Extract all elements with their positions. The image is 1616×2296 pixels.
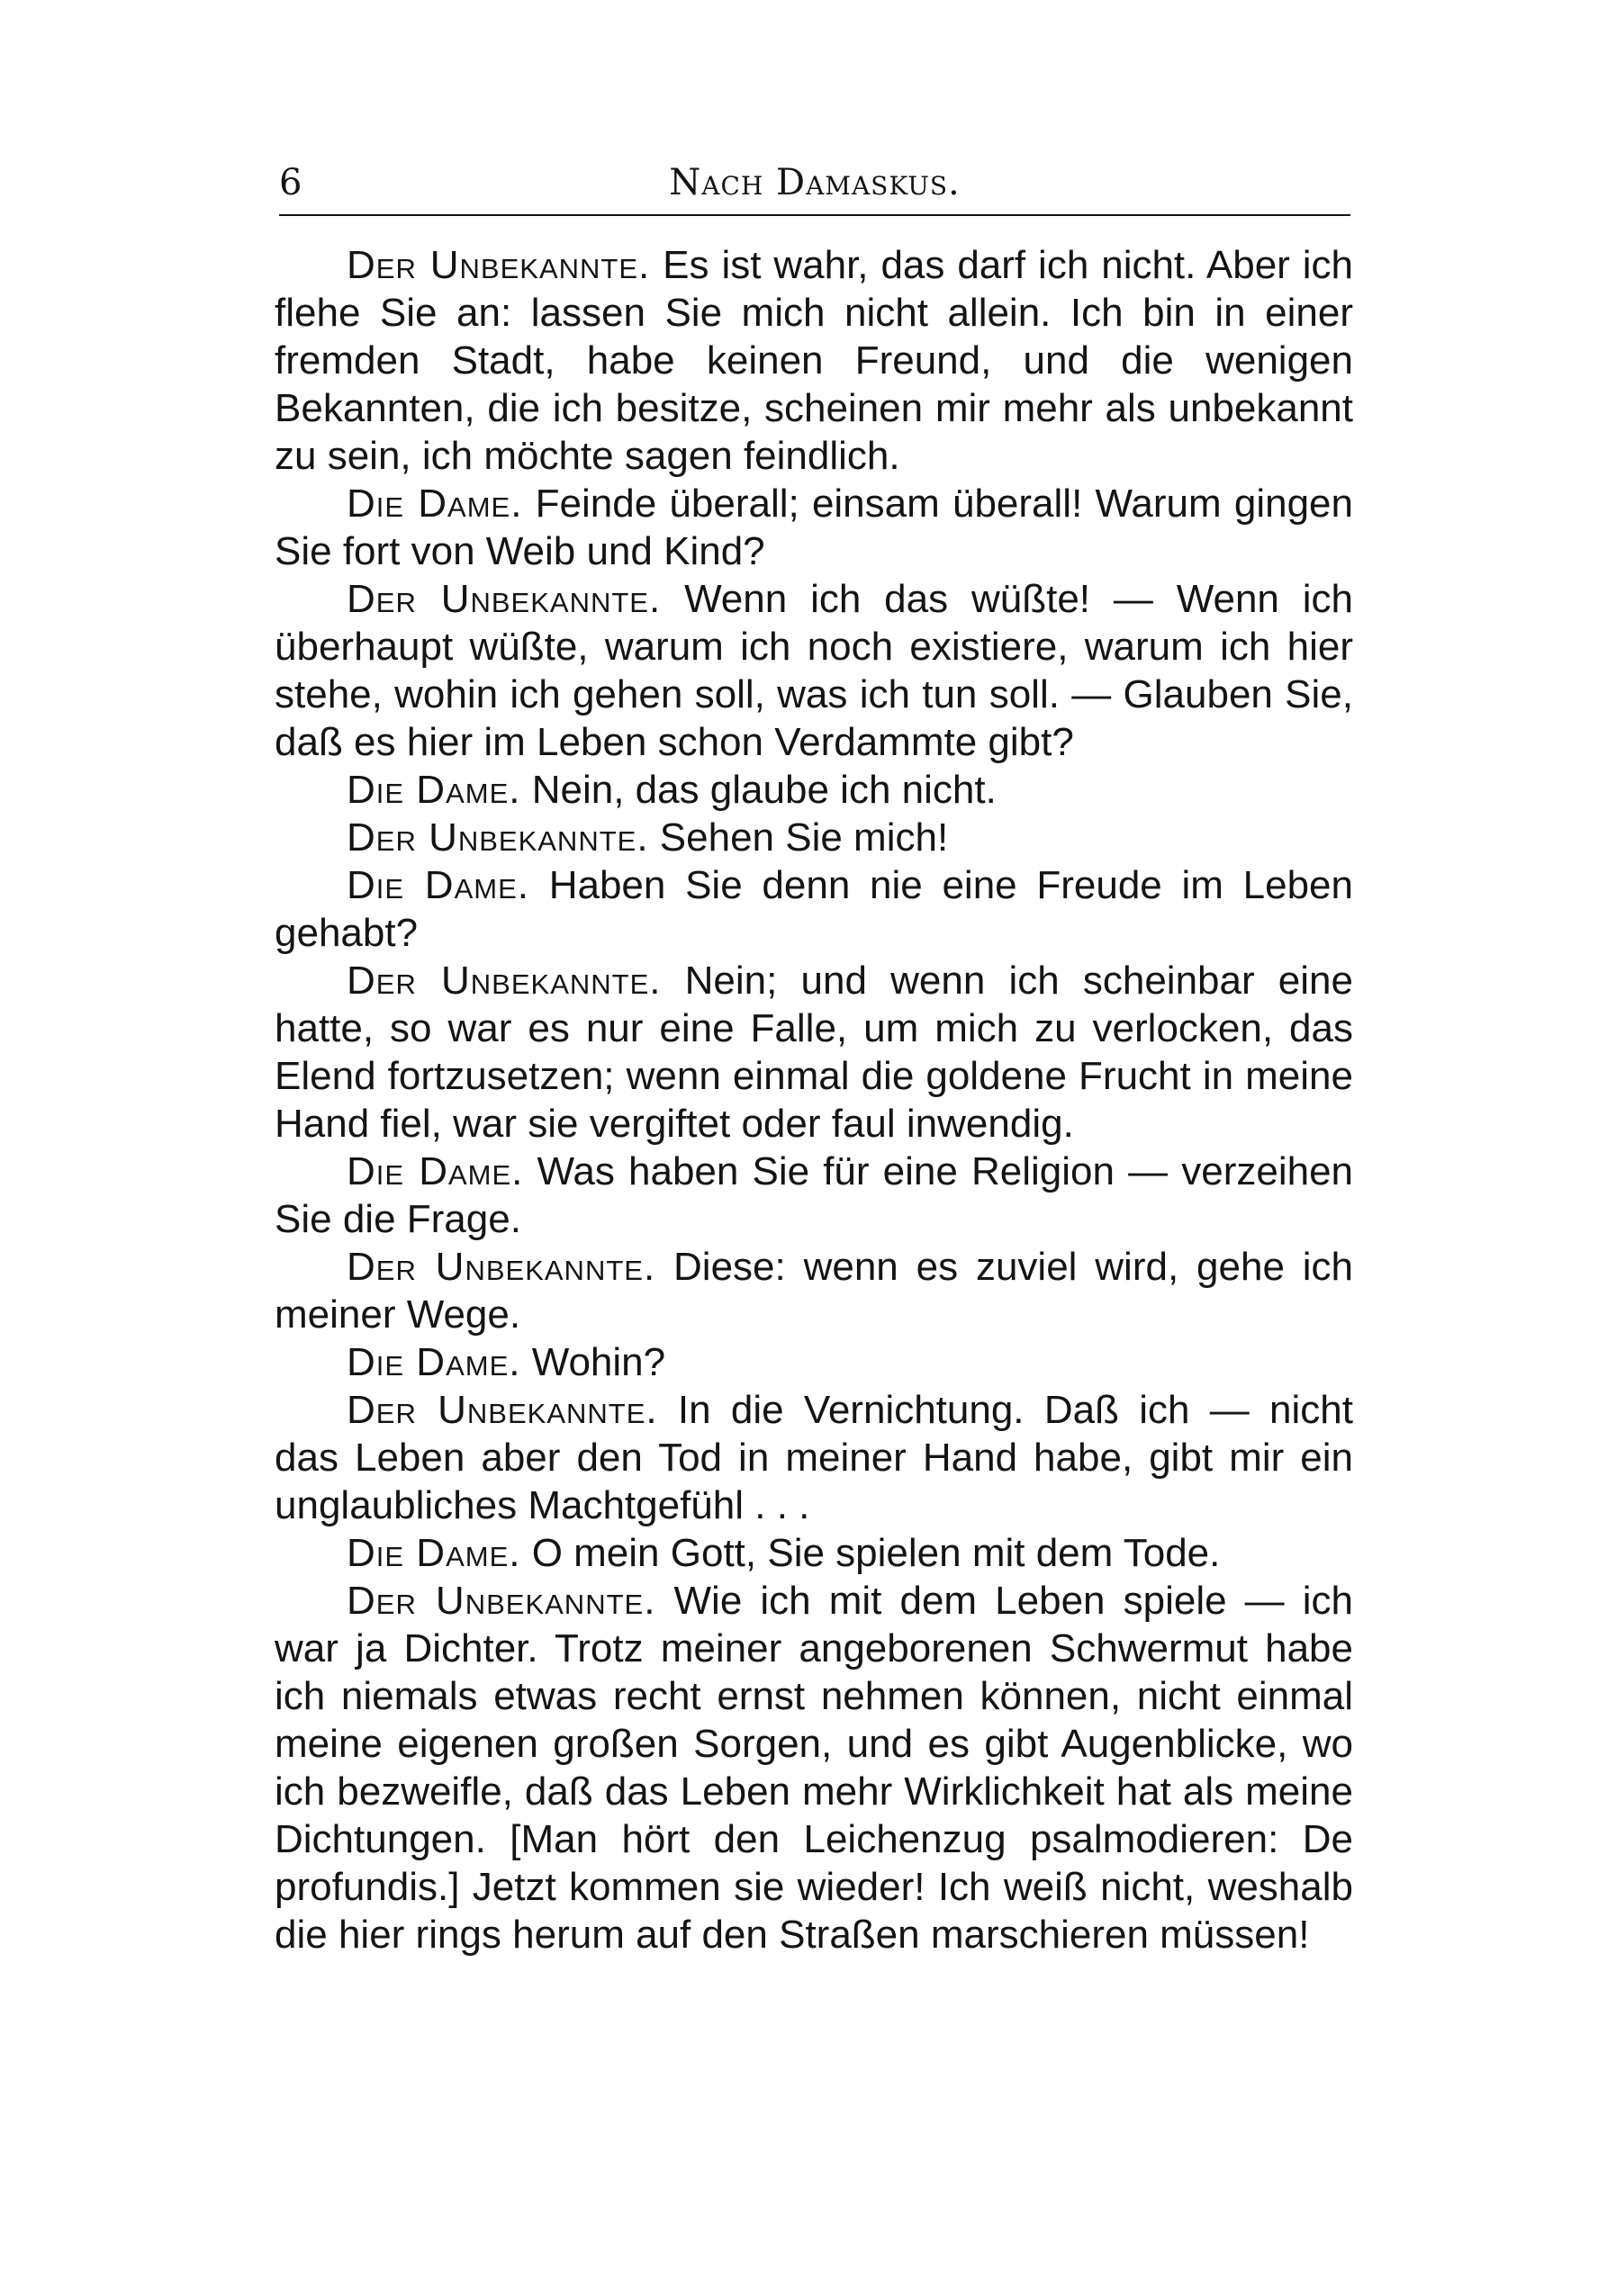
speaker-name: Der Unbekannte. bbox=[347, 577, 662, 621]
speaker-name: Der Unbekannte. bbox=[347, 1388, 658, 1432]
speech-text: In die Vernichtung. Daß ich — nicht das Leben aber den Tod in meiner Hand habe, gibt mir ein unglaubliches Machtgefühl . . . bbox=[275, 1388, 1353, 1527]
dialogue-paragraph bbox=[275, 957, 1353, 1148]
page-header bbox=[279, 160, 1350, 205]
speech-text: Wenn ich das wüßte! — Wenn ich überhaupt wüßte, warum ich noch existiere, warum ich hier stehe, wohin ich gehen soll, was ich tun soll. — Glauben Sie, daß es hier im Leben schon Verdammte gibt? bbox=[275, 577, 1353, 764]
page-number: 6 bbox=[279, 162, 302, 203]
speech-text: Feinde überall; einsam überall! Warum gingen Sie fort von Weib und Kind? bbox=[275, 482, 1353, 573]
speech-text: Nein; und wenn ich scheinbar eine hatte, so war es nur eine Falle, um mich zu verlocken, das Elend fortzusetzen; wenn einmal die goldene Frucht in meine Hand fiel, war sie vergiftet oder faul inwendig. bbox=[275, 959, 1353, 1146]
speech-text: O mein Gott, Sie spielen mit dem Tode. bbox=[531, 1531, 1221, 1575]
speaker-name: Die Dame. bbox=[347, 1149, 524, 1193]
speaker-name: Der Unbekannte. bbox=[347, 815, 649, 860]
speech-text: Sehen Sie mich! bbox=[659, 815, 949, 860]
speaker-name: Die Dame. bbox=[347, 482, 523, 526]
dialogue-paragraph bbox=[275, 1577, 1353, 1958]
speaker-name: Der Unbekannte. bbox=[347, 1579, 656, 1623]
speech-text: Was haben Sie für eine Religion — verzeihen Sie die Frage. bbox=[275, 1149, 1354, 1241]
speech-text: Es ist wahr, das darf ich nicht. Aber ich flehe Sie an: lassen Sie mich nicht allein. Ich bin in einer fremden Stadt, habe keinen Freund, und die wenigen Bekannten, die ich besitze, scheinen mir mehr als unbekannt zu sein, ich möchte sagen feindlich. bbox=[275, 243, 1353, 478]
dialogue-paragraph bbox=[275, 1148, 1353, 1243]
dialogue-paragraph bbox=[275, 480, 1353, 575]
speaker-name: Die Dame. bbox=[347, 863, 529, 907]
speaker-name: Die Dame. bbox=[347, 1340, 521, 1384]
dialogue-paragraph bbox=[275, 1386, 1353, 1529]
speaker-name: Der Unbekannte. bbox=[347, 243, 651, 287]
speaker-name: Die Dame. bbox=[347, 1531, 521, 1575]
speech-text: Nein, das glaube ich nicht. bbox=[531, 768, 997, 812]
header-rule bbox=[279, 214, 1350, 216]
running-title: Nach Damaskus. bbox=[669, 162, 961, 203]
dialogue-paragraph bbox=[275, 1529, 1353, 1577]
speech-text: Diese: wenn es zuviel wird, gehe ich meiner Wege. bbox=[275, 1245, 1353, 1337]
dialogue-paragraph bbox=[275, 766, 1353, 814]
dialogue-paragraph bbox=[275, 1338, 1353, 1386]
speaker-name: Der Unbekannte. bbox=[347, 959, 662, 1003]
dialogue-text bbox=[275, 241, 1353, 1958]
speech-text: Wohin? bbox=[531, 1340, 666, 1384]
dialogue-paragraph bbox=[275, 814, 1353, 861]
dialogue-paragraph bbox=[275, 241, 1353, 480]
dialogue-paragraph bbox=[275, 575, 1353, 766]
speech-text: Haben Sie denn nie eine Freude im Leben gehabt? bbox=[275, 863, 1353, 955]
speaker-name: Der Unbekannte. bbox=[347, 1245, 656, 1289]
dialogue-paragraph bbox=[275, 861, 1353, 957]
speaker-name: Die Dame. bbox=[347, 768, 521, 812]
dialogue-paragraph bbox=[275, 1243, 1353, 1338]
speech-text: Wie ich mit dem Leben spiele — ich war ja Dichter. Trotz meiner angeborenen Schwermut habe ich niemals etwas recht ernst nehmen können, nicht einmal meine eigenen großen Sorgen, und es gibt Augenblicke, wo ich bezweifle, daß das Leben mehr Wirklichkeit hat als meine Dichtungen. [Man hört den Leichenzug psalmodieren: De profundis.] Jetzt kommen sie wieder! Ich weiß nicht, weshalb die hier rings herum auf den Straßen marschieren müssen! bbox=[275, 1579, 1353, 1957]
